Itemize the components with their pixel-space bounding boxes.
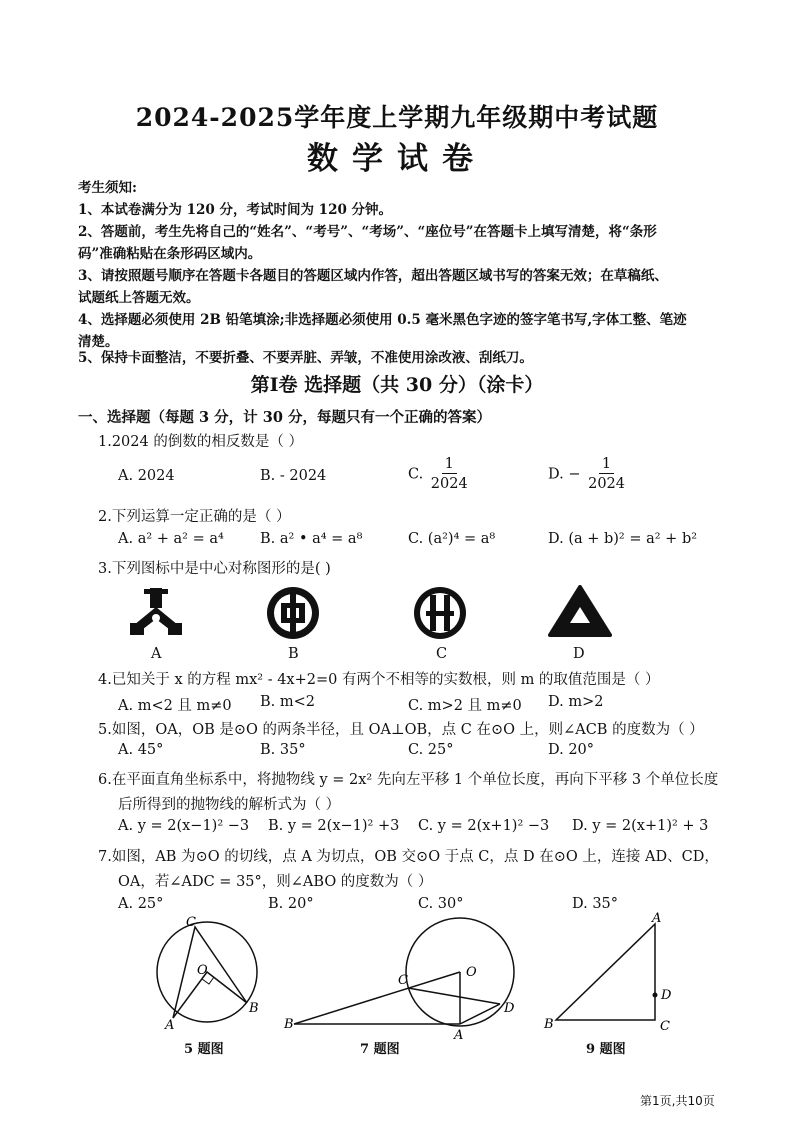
q6-option-a: A. y = 2(x−1)² −3: [118, 818, 250, 834]
fig5-point-b: B: [249, 1001, 259, 1016]
q1-option-b: B. - 2024: [260, 468, 327, 484]
q1-d-numerator: 1: [599, 455, 614, 474]
q2-option-c: C. (a²)⁴ = a⁸: [408, 531, 496, 547]
q5-option-d: D. 20°: [548, 742, 595, 758]
coin-logo-icon: [265, 585, 321, 641]
q6-stem-line-1: 6.在平面直角坐标系中，将抛物线 y = 2x² 先向左平移 1 个单位长度，再向下平移 3 个单位长度: [98, 772, 719, 788]
exam-title: 2024-2025学年度上学期九年级期中考试题: [135, 103, 659, 132]
fig7-point-b: B: [284, 1017, 294, 1032]
triangle-logo-icon: [548, 585, 612, 641]
fig5-point-o: O: [197, 963, 208, 978]
q6-stem-line-2: 后所得到的抛物线的解析式为（ ）: [118, 797, 341, 813]
q5-option-c: C. 25°: [408, 742, 454, 758]
q1-c-numerator: 1: [442, 455, 457, 474]
figure-9-diagram: [540, 912, 680, 1034]
q4-stem: 4.已知关于 x 的方程 mx² - 4x+2=0 有两个不相等的实数根，则 m 的取值范围是（ ）: [98, 672, 660, 688]
q1-option-c: [408, 455, 471, 494]
page-number: 第1页,共10页: [640, 1094, 715, 1108]
figure-9-caption: 9 题图: [586, 1042, 626, 1057]
q1-c-denominator: 2024: [430, 476, 468, 492]
notice-line-7: 清楚。: [78, 334, 119, 350]
q7-stem-line-1: 7.如图，AB 为⊙O 的切线，点 A 为切点，OB 交⊙O 于点 C，点 D 在⊙O 上，连接 AD、CD，: [98, 849, 719, 865]
q6-option-c: C. y = 2(x+1)² −3: [418, 818, 550, 834]
tripod-logo-icon: [128, 585, 184, 641]
fig9-point-b: B: [544, 1017, 554, 1032]
q7-option-c: C. 30°: [418, 896, 464, 912]
q7-stem-line-2: OA，若∠ADC = 35°，则∠ABO 的度数为（ ）: [118, 874, 433, 890]
notice-line-5: 试题纸上答题无效。: [78, 290, 200, 306]
q2-option-a: A. a² + a² = a⁴: [118, 531, 224, 547]
q5-option-a: A. 45°: [118, 742, 164, 758]
notice-line-1: 1、本试卷满分为 120 分，考试时间为 120 分钟。: [78, 202, 393, 218]
q4-option-b: B. m<2: [260, 694, 315, 710]
q7-option-a: A. 25°: [118, 896, 164, 912]
q1-option-d-label: D. −: [548, 466, 581, 483]
figure-7-diagram: [282, 912, 522, 1042]
notice-line-8: 5、保持卡面整洁，不要折叠、不要弄脏、弄皱，不准使用涂改液、刮纸刀。: [78, 350, 533, 366]
fig9-point-d: D: [661, 988, 672, 1003]
fig7-point-o: O: [466, 965, 477, 980]
q3-label-b: B: [288, 646, 299, 662]
q1-stem: 1.2024 的倒数的相反数是（ ）: [98, 434, 303, 450]
fig7-point-d: D: [504, 1001, 515, 1016]
fig7-point-a: A: [454, 1028, 464, 1042]
q5-option-b: B. 35°: [260, 742, 306, 758]
q1-option-a: A. 2024: [118, 468, 175, 484]
fig5-point-c: C: [186, 915, 196, 930]
q2-option-b: B. a² • a⁴ = a⁸: [260, 531, 363, 547]
q2-option-d: D. (a + b)² = a² + b²: [548, 531, 698, 547]
q1-d-denominator: 2024: [588, 476, 625, 492]
q3-label-d: D: [573, 646, 585, 662]
notice-line-6: 4、选择题必须使用 2B 铅笔填涂;非选择题必须使用 0.5 毫米黑色字迹的签字笔书写,字体工整、笔迹: [78, 312, 687, 328]
q3-label-c: C: [436, 646, 448, 662]
q3-label-a: A: [151, 646, 162, 662]
q1-option-d: [548, 455, 628, 494]
notice-line-2: 2、答题前，考生先将自己的“姓名”、“考号”、“考场”、“座位号”在答题卡上填写清楚，将“条形: [78, 224, 657, 240]
fig7-point-c: C: [398, 973, 408, 988]
fig5-point-a: A: [165, 1018, 175, 1033]
fig9-point-c: C: [660, 1019, 670, 1034]
figure-5-caption: 5 题图: [184, 1042, 224, 1057]
q3-stem: 3.下列图标中是中心对称图形的是( ): [98, 561, 331, 577]
q4-option-d: D. m>2: [548, 694, 604, 710]
q2-stem: 2.下列运算一定正确的是（ ）: [98, 509, 291, 525]
notice-line-4: 3、请按照题号顺序在答题卡各题目的答题区域内作答，超出答题区域书写的答案无效；在草稿纸、: [78, 268, 668, 284]
q1-option-c-fraction: [428, 455, 471, 494]
q4-option-c: C. m>2 且 m≠0: [408, 698, 522, 714]
q4-option-a: A. m<2 且 m≠0: [118, 698, 232, 714]
notice-heading: 考生须知:: [78, 180, 137, 196]
q7-option-d: D. 35°: [572, 896, 619, 912]
q7-option-b: B. 20°: [268, 896, 314, 912]
q5-stem: 5.如图，OA，OB 是⊙O 的两条半径，且 OA⊥OB，点 C 在⊙O 上，则∠ACB 的度数为（ ）: [98, 722, 704, 738]
notice-line-3: 码”准确粘贴在条形码区域内。: [78, 246, 262, 262]
q1-option-d-fraction: [585, 455, 628, 494]
q6-option-b: B. y = 2(x−1)² +3: [268, 818, 400, 834]
q6-option-d: D. y = 2(x+1)² + 3: [572, 818, 709, 834]
section-title: 第Ⅰ卷 选择题（共 30 分）（涂卡）: [250, 374, 544, 396]
figure-7-caption: 7 题图: [360, 1042, 400, 1057]
bank-logo-icon: [412, 585, 468, 641]
part-title: 一、选择题（每题 3 分，计 30 分，每题只有一个正确的答案）: [78, 409, 491, 426]
fig9-point-a: A: [652, 912, 662, 926]
exam-subtitle: 数学试卷: [307, 141, 487, 177]
figure-5-diagram: [150, 915, 270, 1037]
q1-option-c-label: C.: [408, 466, 424, 483]
